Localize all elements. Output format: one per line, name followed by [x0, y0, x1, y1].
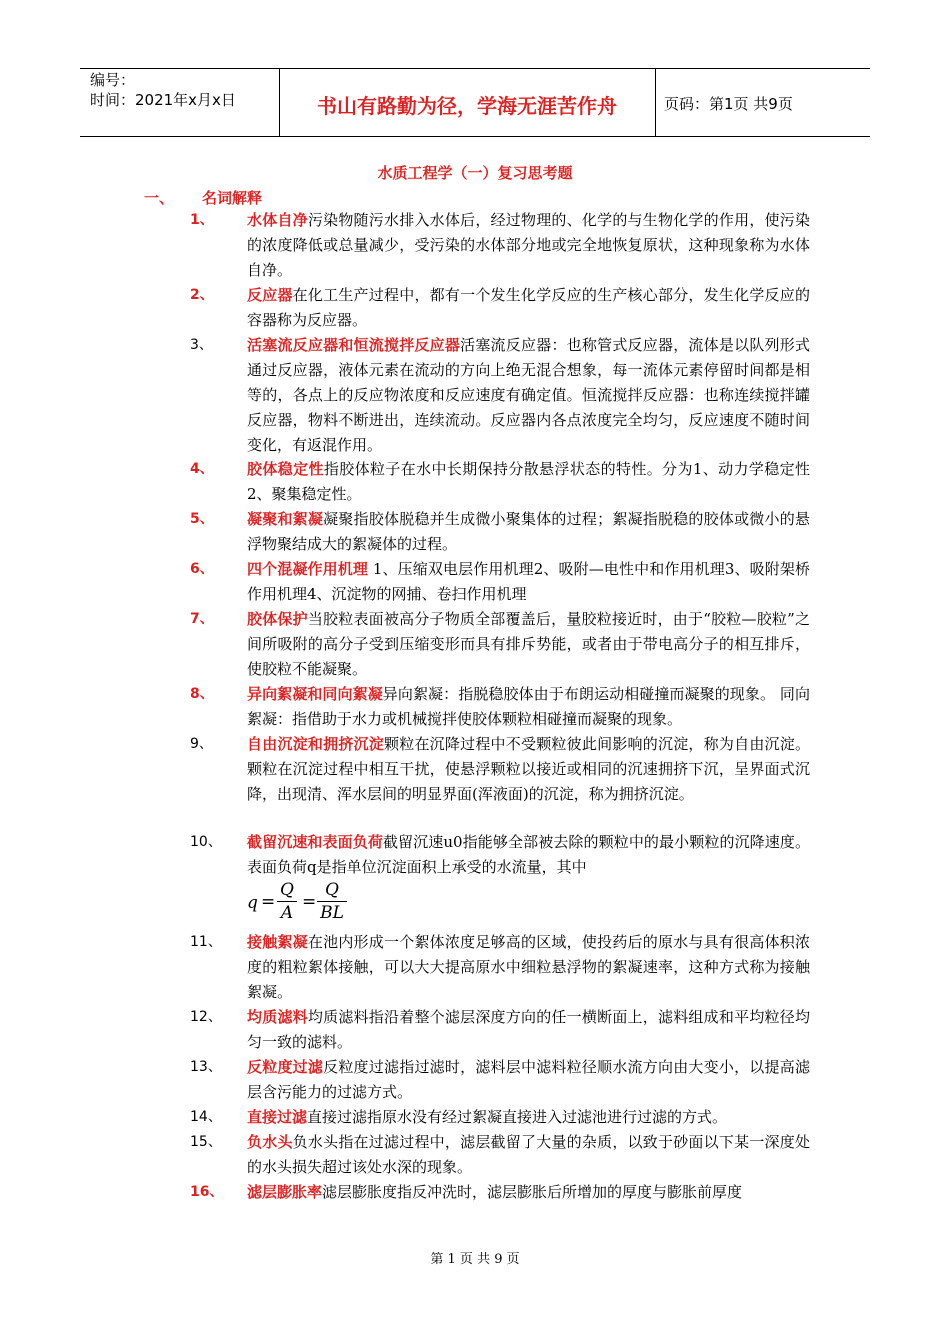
item-number: 13、	[190, 1059, 222, 1075]
item-number: 3、	[190, 337, 213, 353]
item-text: 截留沉速u0指能够全部被去除的颗粒中的最小颗粒的沉降速度。表面负荷q是指单位沉淀面积上承受的水流量，其中	[247, 833, 810, 876]
item-number: 16、	[190, 1184, 224, 1200]
item-text: 在化工生产过程中，都有一个发生化学反应的生产核心部分，发生化学反应的容器称为反应器。	[247, 286, 810, 329]
time-label: 时间：2021年x月x日	[90, 91, 236, 109]
item-text: 指胶体粒子在水中长期保持分散悬浮状态的特性。分为1、动力学稳定性2、聚集稳定性。	[247, 460, 810, 503]
list-item	[190, 1005, 810, 1055]
list-item	[190, 1180, 810, 1205]
item-number: 2、	[190, 287, 214, 303]
item-term: 滤层膨胀率	[247, 1183, 323, 1201]
item-text: 直接过滤指原水没有经过絮凝直接进入过滤池进行过滤的方式。	[307, 1108, 728, 1126]
formula-fraction-q-over-bl	[317, 880, 347, 923]
document-title: 水质工程学（一）复习思考题	[377, 164, 573, 182]
item-text: 凝聚指胶体脱稳并生成微小聚集体的过程；絮凝指脱稳的胶体或微小的悬浮物聚结成大的絮凝体的过程。	[247, 510, 810, 553]
item-number: 4、	[190, 461, 214, 477]
header-bottom-rule	[80, 136, 870, 137]
item-number: 11、	[190, 934, 222, 950]
item-text: 颗粒在沉降过程中不受颗粒彼此间影响的沉淀，称为自由沉淀。颗粒在沉淀过程中相互干扰，使悬浮颗粒以接近或相同的沉速拥挤下沉，呈界面式沉降，出现清、浑水层间的明显界面(浑液面)的沉淀，称为拥挤沉淀。	[247, 735, 810, 803]
page-footer: 第 1 页 共 9 页	[430, 1252, 520, 1267]
list-item	[190, 682, 810, 732]
item-term: 胶体保护	[247, 610, 308, 628]
list-item	[190, 507, 810, 557]
serial-label: 编号：	[90, 71, 136, 89]
item-term: 直接过滤	[247, 1108, 308, 1126]
item-term: 负水头	[247, 1133, 293, 1151]
list-item	[190, 283, 810, 333]
item-number: 7、	[190, 611, 214, 627]
item-text: 异向絮凝：指脱稳胶体由于布朗运动相碰撞而凝聚的现象。 同向絮凝：指借助于水力或机械搅拌使胶体颗粒相碰撞而凝聚的现象。	[247, 685, 810, 728]
item-number: 15、	[190, 1134, 222, 1150]
item-number: 6、	[190, 561, 214, 577]
item-term: 胶体稳定性	[247, 460, 324, 478]
list-item	[190, 1105, 810, 1130]
formula-equals: =	[261, 892, 276, 912]
item-term: 异向絮凝和同向絮凝	[247, 685, 383, 703]
item-term: 反应器	[247, 286, 293, 304]
list-item	[190, 1055, 810, 1105]
item-text: 活塞流反应器：也称管式反应器，流体是以队列形式通过反应器，液体元素在流动的方向上绝无混合想象，每一流体元素停留时间都是相等的，各点上的反应物浓度和反应速度有确定值。恒流搅拌反应器：也称连续搅拌罐反应器，物料不断进出，连续流动。反应器内各点浓度完全均匀，反应速度不随时间变化，有返混作用。	[247, 336, 810, 454]
item-term: 截留沉速和表面负荷	[247, 833, 383, 851]
list-item	[190, 732, 810, 807]
formula-numerator: Q	[280, 880, 294, 900]
list-item	[190, 333, 810, 458]
item-text: 污染物随污水排入水体后，经过物理的、化学的与生物化学的作用，使污染的浓度降低或总量减少，受污染的水体部分地或完全地恢复原状，这种现象称为水体自净。	[247, 211, 810, 279]
header-meta	[90, 70, 276, 110]
item-term: 均质滤料	[247, 1008, 308, 1026]
item-text: 负水头指在过滤过程中，滤层截留了大量的杂质，以致于砂面以下某一深度处的水头损失超过该处水深的现象。	[247, 1133, 810, 1176]
item-term: 四个混凝作用机理	[247, 560, 368, 578]
item-text: 1、压缩双电层作用机理2、吸附—电性中和作用机理3、吸附架桥作用机理4、沉淀物的网捕、卷扫作用机理	[247, 560, 810, 603]
list-item	[190, 930, 810, 1005]
item-text: 滤层膨胀度指反冲洗时，滤层膨胀后所增加的厚度与膨胀前厚度	[322, 1183, 743, 1201]
item-term: 凝聚和絮凝	[247, 510, 324, 528]
item-number: 10、	[190, 834, 222, 850]
item-number: 14、	[190, 1109, 222, 1125]
header-motto: 书山有路勤为径，学海无涯苦作舟	[317, 94, 617, 118]
formula-q: q	[247, 893, 258, 913]
item-text: 在池内形成一个絮体浓度足够高的区域，使投药后的原水与具有很高体积浓度的粗粒絮体接触，可以大大提高原水中细粒悬浮物的絮凝速率，这种方式称为接触絮凝。	[247, 933, 810, 1001]
list-item	[190, 208, 810, 283]
item-term: 接触絮凝	[247, 933, 308, 951]
item-number: 8、	[190, 686, 214, 702]
list-item	[190, 557, 810, 607]
item-number: 12、	[190, 1009, 222, 1025]
header-page-info: 页码：第1页 共9页	[664, 95, 793, 113]
list-item	[190, 607, 810, 682]
formula-equals: =	[302, 892, 317, 912]
formula-denominator: A	[280, 903, 294, 923]
section-number: 一、	[144, 189, 175, 207]
section-title: 名词解释	[202, 189, 263, 207]
formula-denominator: BL	[320, 903, 344, 923]
formula-fraction-q-over-a	[277, 880, 297, 923]
item-term: 活塞流反应器和恒流搅拌反应器	[247, 336, 461, 354]
list-item	[190, 1130, 810, 1180]
item-term: 自由沉淀和拥挤沉淀	[247, 735, 384, 753]
item-term: 反粒度过滤	[247, 1058, 324, 1076]
item-number: 5、	[190, 511, 214, 527]
item-text: 反粒度过滤指过滤时，滤料层中滤料粒径顺水流方向由大变小，以提高滤层含污能力的过滤方式。	[247, 1058, 810, 1101]
header-top-rule	[80, 68, 870, 69]
list-item	[190, 830, 810, 930]
formula-numerator: Q	[325, 880, 339, 900]
item-number: 9、	[190, 736, 213, 752]
item-text: 当胶粒表面被高分子物质全部覆盖后，量胶粒接近时，由于“胶粒—胶粒”之间所吸附的高分子受到压缩变形而具有排斥势能，或者由于带电高分子的相互排斥，使胶粒不能凝聚。	[247, 610, 810, 678]
header-divider-right	[655, 68, 656, 136]
item-term: 水体自净	[247, 211, 308, 229]
item-number: 1、	[190, 212, 214, 228]
surface-load-formula	[247, 880, 810, 930]
item-text: 均质滤料指沿着整个滤层深度方向的任一横断面上，滤料组成和平均粒径均匀一致的滤料。	[247, 1008, 810, 1051]
list-item	[190, 457, 810, 507]
